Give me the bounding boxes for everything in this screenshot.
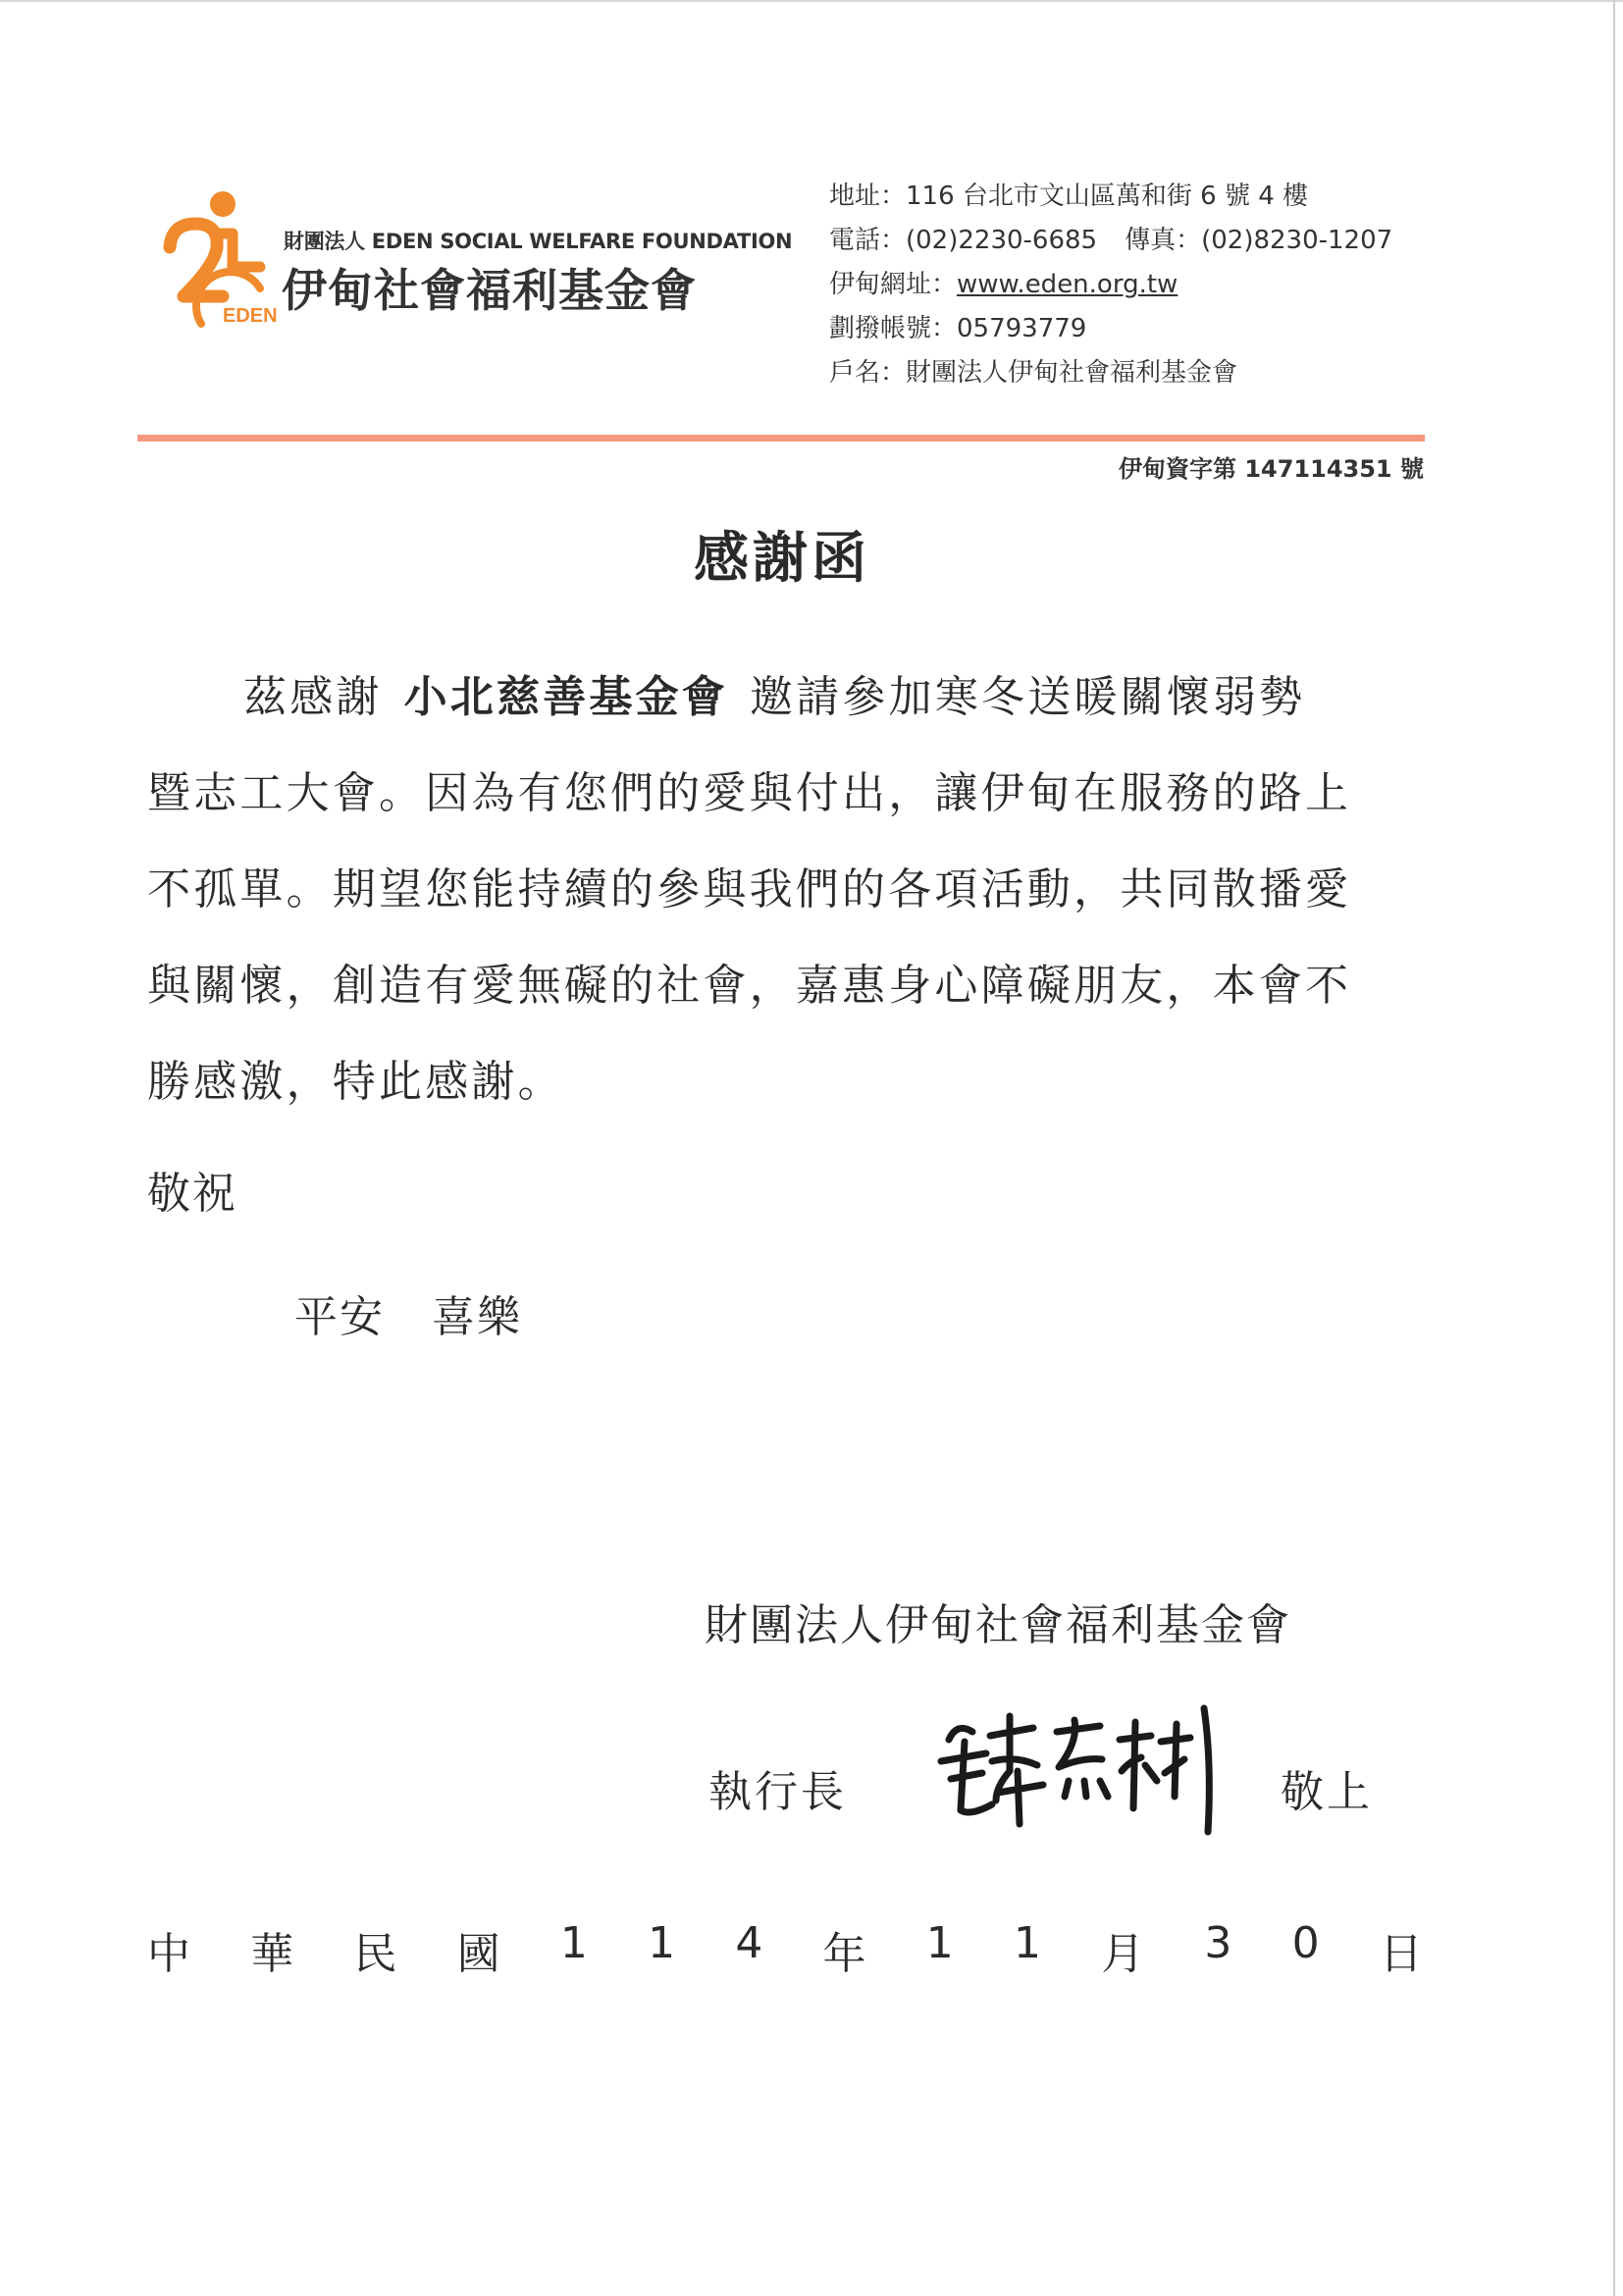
body-line-3: 不孤單。期望您能持續的參與我們的各項活動，共同散播愛 <box>147 864 1352 914</box>
date-year-unit: 年 <box>822 1929 866 1979</box>
blessing-joy: 喜樂 <box>432 1292 522 1342</box>
body-line-1 <box>147 650 1423 746</box>
letter-body <box>147 650 1423 1130</box>
contact-website-label: 伊甸網址： <box>829 270 958 299</box>
scan-edge-top <box>0 0 1623 2</box>
contact-phone-fax <box>829 219 1392 263</box>
signing-organization: 財團法人伊甸社會福利基金會 <box>705 1600 1291 1650</box>
letterhead-divider <box>137 435 1425 442</box>
contact-website-row <box>829 263 1392 307</box>
logo-eden-text: EDEN <box>223 305 278 327</box>
eden-logo-mark-icon <box>162 186 280 329</box>
contact-account-name: 戶名：財團法人伊甸社會福利基金會 <box>829 358 1238 388</box>
date-era-1: 中 <box>147 1929 190 1979</box>
date-year-digit-1: 1 <box>559 1918 588 1968</box>
letter-date <box>147 1918 1423 1981</box>
ceo-title: 執行長 <box>708 1767 847 1817</box>
body-line-5: 勝感激，特此感謝。 <box>147 1057 564 1107</box>
reference-number: 伊甸資字第 147114351 號 <box>1118 455 1424 483</box>
letter-title: 感謝函 <box>694 527 870 591</box>
logo-org-english: 財團法人 EDEN SOCIAL WELFARE FOUNDATION <box>284 230 793 253</box>
blessing <box>294 1281 522 1344</box>
handwritten-signature <box>927 1702 1231 1840</box>
date-year-digit-3: 4 <box>735 1918 763 1968</box>
date-day-unit: 日 <box>1379 1929 1423 1979</box>
contact-fax: 傳真：(02)8230-1207 <box>1125 226 1393 255</box>
respectfully-yours: 敬上 <box>1281 1767 1373 1817</box>
scan-edge-right <box>1613 0 1615 2296</box>
date-era-3: 民 <box>353 1929 397 1979</box>
logo-org-chinese: 伊甸社會福利基金會 <box>282 264 697 317</box>
date-month-unit: 月 <box>1101 1929 1145 1979</box>
date-month-digit-2: 1 <box>1013 1918 1041 1968</box>
body-line-2: 暨志工大會。因為有您們的愛與付出，讓伊甸在服務的路上 <box>147 768 1352 818</box>
body-line-1-suffix: 邀請參加寒冬送暖關懷弱勢 <box>750 672 1306 722</box>
contact-account: 劃撥帳號：05793779 <box>829 314 1087 343</box>
blessing-peace: 平安 <box>294 1292 385 1342</box>
date-year-digit-2: 1 <box>648 1918 676 1968</box>
date-day-digit-1: 3 <box>1204 1918 1232 1968</box>
date-era-4: 國 <box>456 1929 500 1979</box>
website-link[interactable]: www.eden.org.tw <box>957 270 1178 299</box>
date-era-2: 華 <box>250 1929 294 1979</box>
foundation-logo <box>162 186 793 334</box>
contact-phone: 電話：(02)2230-6685 <box>829 226 1098 255</box>
contact-info <box>829 175 1392 395</box>
recipient-name: 小北慈善基金會 <box>403 672 729 722</box>
salutation: 敬祝 <box>147 1169 237 1219</box>
date-month-digit-1: 1 <box>925 1918 954 1968</box>
body-line-4: 與關懷，創造有愛無礙的社會，嘉惠身心障礙朋友，本會不 <box>147 961 1352 1011</box>
contact-address: 地址：116 台北市文山區萬和街 6 號 4 樓 <box>829 182 1309 211</box>
body-line-1-prefix: 茲感謝 <box>243 672 383 722</box>
date-day-digit-2: 0 <box>1291 1918 1320 1968</box>
